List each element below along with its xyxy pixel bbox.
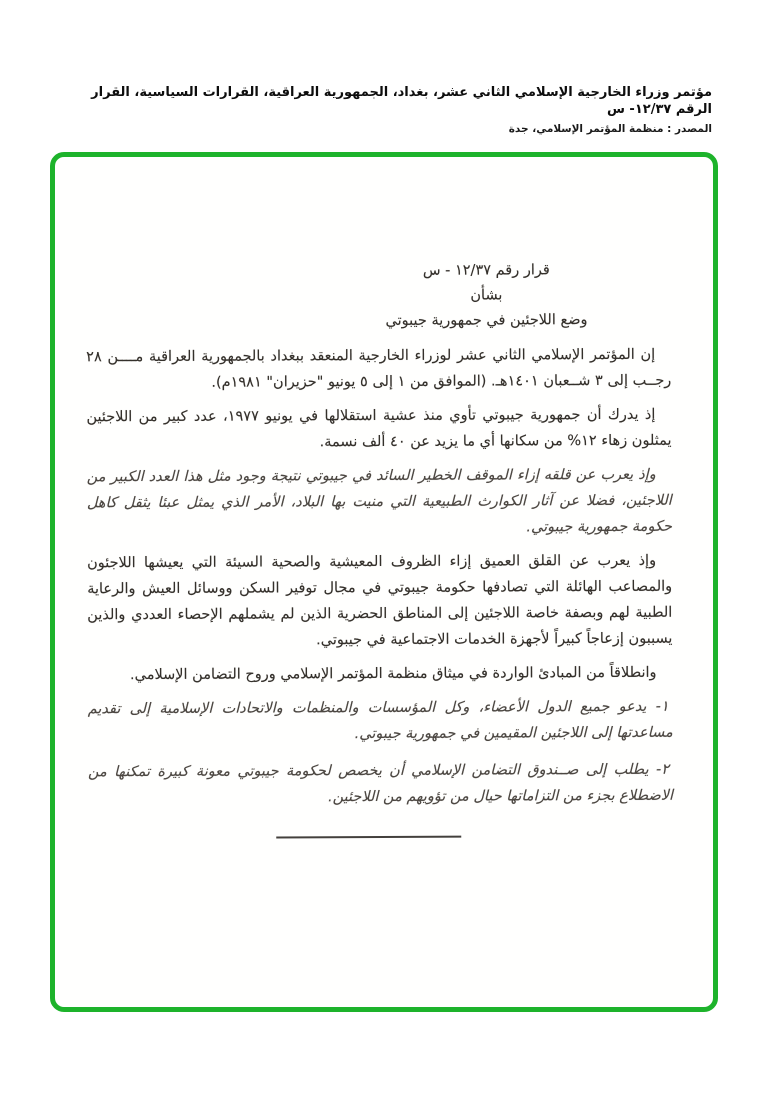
- header-source: المصدر : منظمة المؤتمر الإسلامي، جدة: [508, 123, 712, 135]
- resolution-number: قرار رقم ١٢/٣٧ - س: [422, 262, 550, 279]
- document-header: [55, 84, 712, 135]
- header-title: مؤتمر وزراء الخارجية الإسلامي الثاني عشر، بغداد، الجمهورية العراقية، القرارات السياسية، القرار الرقم ١٢/٣٧- س: [91, 85, 712, 117]
- list-item-1: ١- يدعو جميع الدول الأعضاء، وكل المؤسسات والمنظمات والاتحادات الإسلامية إلى تقديم مساعدتها إلى اللاجئين المقيمين في جمهورية جيبوتي.: [87, 698, 673, 743]
- paragraph-recognizing: إذ يدرك أن جمهورية جيبوتي تأوي منذ عشية استقلالها في يونيو ١٩٧٧، عدد كبير من اللاجئين يمثلون زهاء ١٢% من سكانها أي ما يزيد عن ٤٠ ألف نسمة.: [86, 406, 672, 451]
- paragraph-principles: وانطلاقاً من المبادئ الواردة في ميثاق منظمة المؤتمر الإسلامي وروح التضامن الإسلامي.: [129, 664, 657, 684]
- resolution-subject: وضع اللاجئين في جمهورية جيبوتي: [385, 312, 588, 329]
- end-divider: [276, 836, 461, 839]
- scan-frame: [50, 152, 718, 1012]
- scan-content: [86, 258, 674, 840]
- resolution-headings: [302, 258, 671, 335]
- list-item-2: ٢- يطلب إلى صــندوق التضامن الإسلامي أن يخصص لحكومة جيبوتي معونة كبيرة تمكنها من الاضطلاع بجزء من التزاماتها حيال من تؤويهم من اللاجئين.: [87, 761, 674, 806]
- paragraph-preamble: إن المؤتمر الإسلامي الثاني عشر لوزراء الخارجية المنعقد ببغداد بالجمهورية العراقية مــــن ٢٨ رجــب إلى ٣ شــعبان ١٤٠١هـ. (الموافق من ١ إلى ٥ يونيو "حزيران" ١٩٨١م).: [86, 346, 672, 391]
- paragraph-concern: وإذ يعرب عن قلقه إزاء الموقف الخطير السائد في جيبوتي نتيجة وجود مثل هذا العدد الكبير من اللاجئين، فضلا عن آثار الكوارث الطبيعية التي منيت بها البلاد، الأمر الذي يمثل عبئا يثقل كاهل حكومة جمهورية جيبوتي.: [86, 466, 672, 536]
- resolution-regarding: بشأن: [470, 287, 503, 304]
- paragraph-deep-concern: وإذ يعرب عن القلق العميق إزاء الظروف المعيشية والصحية السيئة التي يعيشها اللاجئون والمصاعب الهائلة التي تصادفها حكومة جيبوتي في مجال توفير السكن ووسائل العيش والرعاية الطبية لهم وبصفة خاصة اللاجئين إلى المناطق الحضرية الذين لم يشملهم الإحصاء العددي والذين يسببون إزعاجاً كبيراً لأجهزة الخدمات الاجتماعية في جيبوتي.: [87, 552, 673, 649]
